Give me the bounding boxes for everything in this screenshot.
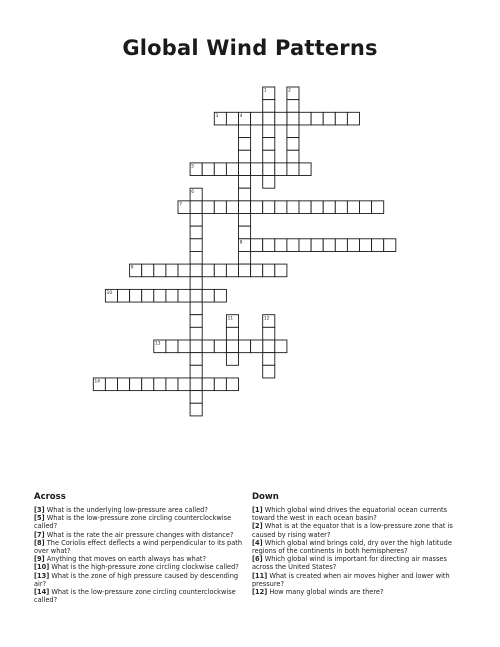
clue-number: [5] bbox=[34, 514, 45, 523]
across-heading: Across bbox=[34, 492, 66, 502]
clue-text: What is the low-pressure zone circling counterclockwise called? bbox=[34, 514, 232, 531]
down-clue-4 bbox=[252, 539, 458, 555]
grid-cell[interactable] bbox=[166, 340, 178, 353]
grid-cell[interactable] bbox=[142, 264, 154, 277]
cell-number-13: 13 bbox=[155, 341, 161, 347]
grid-cell[interactable] bbox=[239, 340, 251, 353]
grid-cell[interactable] bbox=[214, 289, 226, 302]
grid-cell[interactable] bbox=[190, 277, 202, 290]
cell-number-10: 10 bbox=[106, 291, 113, 296]
grid-cell[interactable] bbox=[118, 378, 130, 391]
grid-cell[interactable] bbox=[287, 100, 299, 113]
grid-cell[interactable] bbox=[226, 201, 238, 214]
clue-text: What is created when air moves higher and lower with pressure? bbox=[252, 571, 450, 588]
grid-cell[interactable] bbox=[287, 201, 299, 214]
grid-cell[interactable] bbox=[130, 289, 142, 302]
grid-cell[interactable] bbox=[202, 201, 214, 214]
grid-cell[interactable] bbox=[311, 201, 323, 214]
grid-cell[interactable] bbox=[275, 112, 287, 125]
grid-cell[interactable] bbox=[154, 289, 166, 302]
grid-cell[interactable] bbox=[263, 353, 275, 366]
grid-cell[interactable] bbox=[202, 340, 214, 353]
grid-cell[interactable] bbox=[299, 163, 311, 176]
cell-number-4: 4 bbox=[239, 113, 243, 119]
grid-cell[interactable] bbox=[178, 289, 190, 302]
across-clue-5 bbox=[34, 514, 244, 530]
grid-cell[interactable] bbox=[275, 201, 287, 214]
cell-number-2: 2 bbox=[288, 88, 291, 94]
grid-cell[interactable] bbox=[384, 239, 396, 252]
grid-cell[interactable] bbox=[287, 163, 299, 176]
grid-cell[interactable] bbox=[166, 378, 178, 391]
grid-cell[interactable] bbox=[299, 112, 311, 125]
grid-cell[interactable] bbox=[239, 125, 251, 138]
grid-cell[interactable] bbox=[190, 239, 202, 252]
clue-number: [14] bbox=[34, 588, 50, 597]
grid-cell[interactable] bbox=[190, 226, 202, 239]
grid-cell[interactable] bbox=[239, 176, 251, 189]
grid-cell[interactable] bbox=[251, 340, 263, 353]
cell-number-3: 3 bbox=[215, 113, 219, 119]
grid-cell[interactable] bbox=[202, 378, 214, 391]
grid-cell[interactable] bbox=[311, 112, 323, 125]
grid-cell[interactable] bbox=[214, 264, 226, 277]
cell-number-12: 12 bbox=[263, 316, 270, 322]
clue-text: Which global wind is important for directing air masses across the United States? bbox=[252, 555, 447, 572]
grid-cell[interactable] bbox=[275, 239, 287, 252]
across-clue-13 bbox=[34, 572, 244, 588]
grid-cell[interactable] bbox=[335, 239, 347, 252]
down-clue-1 bbox=[252, 506, 458, 522]
grid-cell[interactable] bbox=[299, 201, 311, 214]
grid-cell[interactable] bbox=[190, 403, 202, 416]
grid-cell[interactable] bbox=[239, 188, 251, 201]
grid-cell[interactable] bbox=[130, 378, 142, 391]
clue-text: What is the low-pressure zone circling counterclockwise called? bbox=[34, 588, 236, 605]
grid-cell[interactable] bbox=[154, 378, 166, 391]
grid-cell[interactable] bbox=[299, 239, 311, 252]
across-clue-8 bbox=[34, 539, 244, 555]
grid-cell[interactable] bbox=[323, 239, 335, 252]
grid-cell[interactable] bbox=[226, 340, 238, 353]
clue-number: [9] bbox=[34, 555, 45, 564]
grid-cell[interactable] bbox=[190, 365, 202, 378]
grid-cell[interactable] bbox=[275, 264, 287, 277]
grid-cell[interactable] bbox=[251, 201, 263, 214]
clue-text: What is the high-pressure zone circling clockwise called? bbox=[51, 563, 239, 572]
across-clues bbox=[34, 492, 244, 604]
grid-cell[interactable] bbox=[226, 112, 238, 125]
grid-cell[interactable] bbox=[287, 125, 299, 138]
grid-cell[interactable] bbox=[190, 264, 202, 277]
grid-cell[interactable] bbox=[335, 201, 347, 214]
grid-cell[interactable] bbox=[275, 163, 287, 176]
grid-cell[interactable] bbox=[178, 264, 190, 277]
grid-cell[interactable] bbox=[347, 239, 359, 252]
clue-number: [11] bbox=[252, 571, 268, 580]
grid-cell[interactable] bbox=[287, 150, 299, 163]
clue-number: [2] bbox=[252, 522, 263, 531]
grid-cell[interactable] bbox=[202, 163, 214, 176]
grid-cell[interactable] bbox=[202, 289, 214, 302]
grid-cell[interactable] bbox=[251, 163, 263, 176]
grid-cell[interactable] bbox=[202, 264, 214, 277]
down-clue-11 bbox=[252, 572, 458, 588]
grid-cell[interactable] bbox=[372, 201, 384, 214]
cell-number-8: 8 bbox=[239, 240, 243, 246]
grid-cell[interactable] bbox=[263, 340, 275, 353]
clue-number: [4] bbox=[252, 538, 263, 547]
clue-text: What is at the equator that is a low-pressure zone that is caused by rising water? bbox=[252, 522, 453, 539]
grid-cell[interactable] bbox=[190, 378, 202, 391]
puzzle-title: Global Wind Patterns bbox=[122, 36, 378, 60]
grid-cell[interactable] bbox=[263, 138, 275, 151]
cell-number-11: 11 bbox=[227, 316, 234, 322]
grid-cell[interactable] bbox=[263, 239, 275, 252]
grid-cell[interactable] bbox=[263, 176, 275, 189]
grid-cell[interactable] bbox=[239, 163, 251, 176]
grid-cell[interactable] bbox=[226, 163, 238, 176]
grid-cell[interactable] bbox=[142, 289, 154, 302]
grid-cell[interactable] bbox=[154, 264, 166, 277]
grid-cell[interactable] bbox=[190, 327, 202, 340]
clue-text: What is the underlying low-pressure area called? bbox=[46, 506, 208, 514]
clue-number: [3] bbox=[34, 506, 45, 514]
grid-cell[interactable] bbox=[190, 289, 202, 302]
grid-cell[interactable] bbox=[226, 264, 238, 277]
clue-text: What is the rate the air pressure changes with distance? bbox=[46, 530, 234, 539]
grid-cell[interactable] bbox=[263, 150, 275, 163]
grid-cell[interactable] bbox=[263, 201, 275, 214]
clue-number: [1] bbox=[252, 506, 263, 514]
grid-cell[interactable] bbox=[226, 353, 238, 366]
clue-number: [13] bbox=[34, 571, 50, 580]
grid-cell[interactable] bbox=[190, 340, 202, 353]
grid-cell[interactable] bbox=[360, 201, 372, 214]
grid-cell[interactable] bbox=[190, 251, 202, 264]
grid-cell[interactable] bbox=[239, 251, 251, 264]
grid-cell[interactable] bbox=[105, 378, 117, 391]
grid-cell[interactable] bbox=[214, 340, 226, 353]
grid-cell[interactable] bbox=[239, 226, 251, 239]
grid-cell[interactable] bbox=[190, 391, 202, 404]
grid-cell[interactable] bbox=[142, 378, 154, 391]
across-clue-9 bbox=[34, 555, 244, 563]
clue-number: [8] bbox=[34, 538, 45, 547]
grid-cell[interactable] bbox=[214, 378, 226, 391]
grid-cell[interactable] bbox=[360, 239, 372, 252]
clue-text: Which global wind brings cold, dry over the high latitude regions of the continents in both hemispheres? bbox=[252, 538, 452, 556]
grid-cell[interactable] bbox=[263, 264, 275, 277]
clue-number: [6] bbox=[252, 555, 263, 564]
grid-cell[interactable] bbox=[190, 302, 202, 315]
grid-cell[interactable] bbox=[263, 100, 275, 113]
grid-cell[interactable] bbox=[214, 163, 226, 176]
down-clue-6 bbox=[252, 555, 458, 571]
across-clue-10 bbox=[34, 563, 244, 571]
grid-cell[interactable] bbox=[226, 327, 238, 340]
cell-number-6: 6 bbox=[191, 189, 195, 195]
grid-cell[interactable] bbox=[251, 112, 263, 125]
down-clues bbox=[252, 492, 458, 596]
grid-cell[interactable] bbox=[323, 201, 335, 214]
grid-cell[interactable] bbox=[263, 163, 275, 176]
grid-cell[interactable] bbox=[287, 138, 299, 151]
grid-cell[interactable] bbox=[239, 264, 251, 277]
down-clue-2 bbox=[252, 522, 458, 538]
grid-cell[interactable] bbox=[263, 327, 275, 340]
grid-cell[interactable] bbox=[190, 214, 202, 227]
clue-text: Anything that moves on earth always has what? bbox=[46, 555, 206, 564]
grid-cell[interactable] bbox=[323, 112, 335, 125]
cell-number-7: 7 bbox=[179, 202, 182, 208]
across-clue-7 bbox=[34, 531, 244, 539]
grid-cell[interactable] bbox=[251, 239, 263, 252]
clue-text: Which global wind drives the equatorial ocean currents toward the west in each ocean basin? bbox=[252, 506, 448, 523]
grid-cell[interactable] bbox=[166, 264, 178, 277]
down-heading: Down bbox=[252, 492, 279, 502]
grid-cell[interactable] bbox=[287, 239, 299, 252]
grid-cell[interactable] bbox=[263, 112, 275, 125]
grid-cell[interactable] bbox=[372, 239, 384, 252]
grid-cell[interactable] bbox=[287, 112, 299, 125]
clue-text: What is the zone of high pressure caused by descending air? bbox=[34, 571, 239, 588]
grid-cell[interactable] bbox=[239, 201, 251, 214]
clue-number: [10] bbox=[34, 563, 50, 572]
clue-text: The Coriolis effect deflects a wind perpendicular to its path over what? bbox=[34, 538, 243, 556]
down-clue-12 bbox=[252, 588, 458, 596]
cell-number-14: 14 bbox=[94, 379, 100, 385]
grid-cell[interactable] bbox=[118, 289, 130, 302]
grid-cell[interactable] bbox=[214, 201, 226, 214]
grid-cell[interactable] bbox=[275, 340, 287, 353]
cell-number-9: 9 bbox=[130, 265, 134, 271]
grid-cell[interactable] bbox=[335, 112, 347, 125]
grid-cell[interactable] bbox=[166, 289, 178, 302]
grid-cell[interactable] bbox=[347, 112, 359, 125]
across-clue-14 bbox=[34, 588, 244, 604]
grid-cell[interactable] bbox=[190, 201, 202, 214]
grid-cell[interactable] bbox=[239, 150, 251, 163]
grid-cell[interactable] bbox=[239, 138, 251, 151]
across-clue-3 bbox=[34, 506, 244, 514]
grid-cell[interactable] bbox=[190, 353, 202, 366]
clue-number: [7] bbox=[34, 530, 45, 539]
clue-number: [12] bbox=[252, 588, 268, 597]
cell-number-1: 1 bbox=[263, 88, 267, 94]
grid-cell[interactable] bbox=[311, 239, 323, 252]
grid-cell[interactable] bbox=[178, 378, 190, 391]
grid-cell[interactable] bbox=[263, 125, 275, 138]
grid-cell[interactable] bbox=[190, 315, 202, 328]
grid-cell[interactable] bbox=[251, 264, 263, 277]
grid-cell[interactable] bbox=[347, 201, 359, 214]
grid-cell[interactable] bbox=[178, 340, 190, 353]
grid-cell[interactable] bbox=[226, 378, 238, 391]
grid-cell[interactable] bbox=[263, 365, 275, 378]
cell-number-5: 5 bbox=[191, 164, 195, 170]
grid-cell[interactable] bbox=[239, 214, 251, 227]
clue-text: How many global winds are there? bbox=[269, 588, 384, 597]
